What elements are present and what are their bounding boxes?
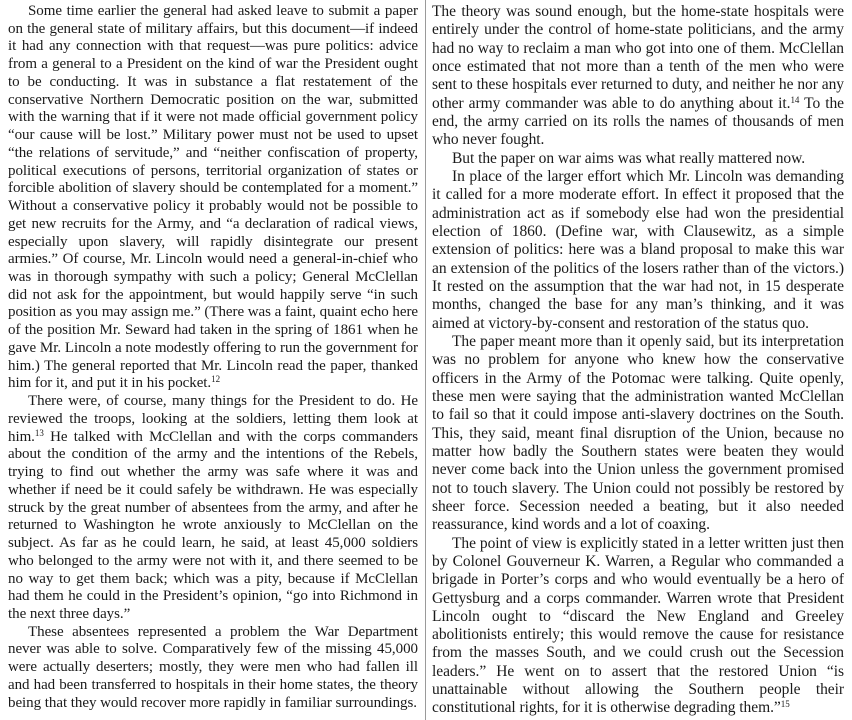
left-text-column [8, 3, 418, 712]
paragraph [432, 333, 844, 535]
paragraph-text: In place of the larger effort which Mr. Lincoln was demanding it called for a more moderate effort. In effect it proposed that the administration act as if somebody else had won the presidential election of 1860. (Define war, with Clausewitz, as a simple extension of politics: here was a bland proposal to make this war an extension of the politics of the losers rather than of the victors.) It rested on the assumption that the war had not, in 15 desperate months, changed the base for any man’s thinking, and it was aimed at victory-by-consent and restoration of the status quo. [432, 167, 844, 332]
paragraph-text: The point of view is explicitly stated in a letter written just then by Colonel Gouverneur K. Warren, a Regular who commanded a brigade in Porter’s corps and who would eventually be a hero of Gettysburg and a corps commander. Warren wrote that President Lincoln ought to “discard the New England and Greeley abolitionists entirely; this would remove the cause for resistance from the masses South, and we could crush out the Secession leaders.” He went on to assert that the restored Union “is unattainable without allowing the Southern people their constitutional rights, for it is otherwise degrading them.” [432, 534, 844, 717]
paragraph-text: To the end, the army carried on its rolls the names of thousands of men who never fought. [432, 94, 844, 149]
paragraph [432, 150, 844, 168]
paragraph-text: Some time earlier the general had asked leave to submit a paper on the general state of military affairs, but this document—if indeed it had any connection with that request—was pure politics: advice from a general to a President on the kind of war the President ought to be conducting. It was in substance a flat restatement of the conservative Northern Democratic position on the war, submitted with the warning that if it were not made official government policy “our cause will be lost.” Military power must not be used to upset “the relations of servitude,” and “neither confiscation of property, political executions of persons, territorial organization of states or forcible abolition of slavery should be contemplated for a moment.” Without a conservative policy it probably would not be possible to get new recruits for the Army, and “a declaration of radical views, especially upon slavery, will rapidly disintegrate our present armies.” Of course, Mr. Lincoln would need a general-in-chief who was in thorough sympathy with such a policy; General McClellan did not ask for the appointment, but would happily serve “in such position as you may assign me.” (There was a faint, quaint echo here of the position Mr. Seward had taken in the spring of 1861 when he gave Mr. Lincoln a note modestly offering to run the government for him.) The general reported that Mr. Lincoln read the paper, thanked him for it, and put it in his pocket. [8, 3, 418, 392]
paragraph-text: The paper meant more than it openly said, but its interpretation was no problem for anyone who knew how the conservative officers in the Army of the Potomac were talking. Quite openly, these men were saying that the administration wanted McClellan to fail so that it could impose anti-slavery doctrines on the South. This, they said, meant final disruption of the Union, because no matter how badly the Southern states were beaten they would never come back into the Union unless the government promised not to touch slavery. The Union could not possibly be restored by sheer force. Secession needed a beating, but it also needed reassurance, kind words and a lot of coaxing. [432, 332, 844, 534]
paragraph-text: He talked with McClellan and with the corps commanders about the condition of the army and the intentions of the Rebels, trying to find out whether the army was safe where it was and whether if need be it could safely be withdrawn. He was especially struck by the great number of absentees from the army, and after he returned to Washington he wrote anxiously to McClellan on the subject. As far as he could learn, he said, at least 45,000 soldiers who belonged to the army were not with it, and there seemed to be no way to get them back; which was a pity, because if McClellan had them he could in the President’s opinion, “go into Richmond in the next three days.” [8, 428, 418, 622]
paragraph [432, 168, 844, 333]
paragraph-text: There were, of course, many things for the President to do. He reviewed the troops, looking at the soldiers, letting them look at him. [8, 393, 418, 445]
right-text-column [432, 3, 844, 718]
paragraph [432, 535, 844, 718]
paragraph-text: But the paper on war aims was what really mattered now. [452, 149, 806, 167]
footnote-marker: 14 [790, 94, 800, 105]
column-divider [425, 0, 426, 720]
paragraph [8, 3, 418, 393]
paragraph [432, 3, 844, 150]
paragraph-text: These absentees represented a problem the War Department never was able to solve. Comparatively few of the missing 45,000 were actually deserters; mostly, they were men who had fallen ill and had been transferred to hospitals in their home states, the theory being that they would recover more rapidly in familiar surroundings. [8, 623, 418, 711]
paragraph [8, 624, 418, 713]
footnote-marker: 15 [780, 699, 790, 710]
paragraph-text: The theory was sound enough, but the home-state hospitals were entirely under the control of home-state politicians, and the army had no way to reclaim a man who got into one of them. McClellan once estimated that not more than a tenth of the men who were sent to these hospitals ever returned to duty, and neither he nor any other army commander was able to do anything about it. [432, 3, 844, 112]
footnote-marker: 13 [34, 427, 44, 438]
footnote-marker: 12 [211, 374, 221, 385]
paragraph [8, 393, 418, 624]
